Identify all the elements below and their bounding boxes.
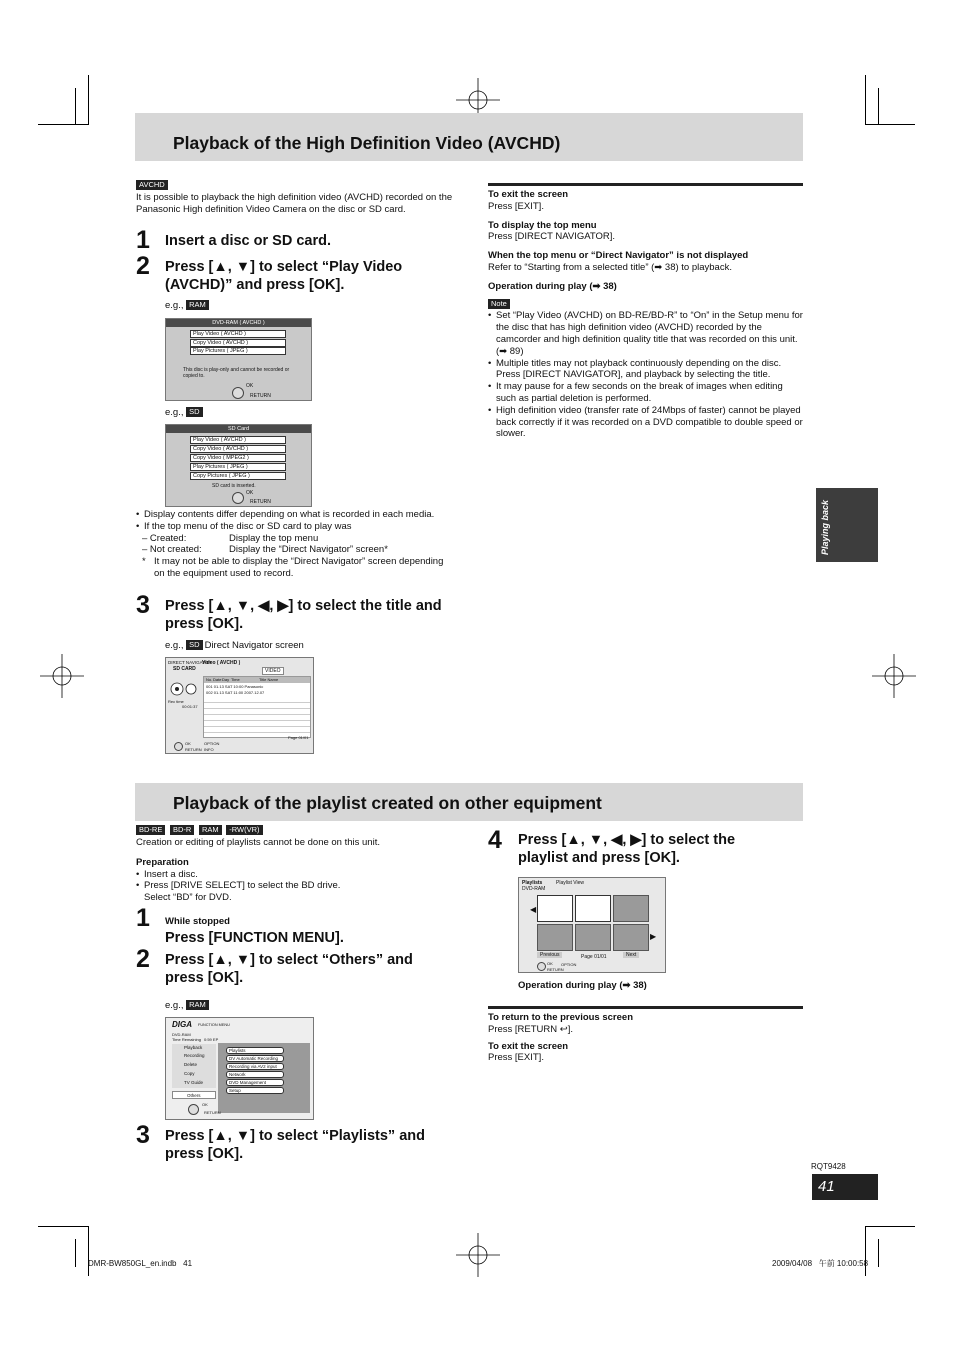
registration-mark	[872, 654, 916, 698]
fm-submenu	[218, 1043, 310, 1113]
dn-row[interactable]: 002 01.13 SAT 11:00 2007.12.07	[206, 690, 265, 695]
fm-others[interactable]: Others	[172, 1091, 216, 1099]
ok-label: OK	[547, 961, 553, 966]
return-label: RETURN	[250, 499, 271, 505]
playlist-view-screen	[518, 877, 666, 973]
menu-item[interactable]: Play Video ( AVCHD )	[190, 436, 286, 444]
dn-title-table	[203, 676, 311, 738]
dn-video-tab[interactable]: VIDEO	[262, 667, 284, 675]
fm-time-value: 0:59 EP	[204, 1037, 219, 1042]
file-name: DMR-BW850GL_en.indb 41	[88, 1259, 193, 1268]
dn-empty-rows	[204, 697, 310, 737]
fm-disc: DVD-RAM	[172, 1032, 191, 1037]
exit-heading: To exit the screen	[488, 1040, 569, 1052]
sd-badge: SD	[186, 640, 202, 650]
bullet: • Display contents differ depending on what is recorded in each media.	[136, 509, 456, 521]
menu-item[interactable]: Copy Video ( MPEG2 )	[190, 454, 286, 462]
menu-item[interactable]: Play Pictures ( JPEG )	[190, 347, 286, 355]
return-label: RETURN	[547, 967, 564, 972]
note-item: • Multiple titles may not playback continuously depending on the disc. Press [DIRECT NAVIGATOR], and playback by selecting the title.	[488, 358, 803, 382]
dn-page: Page 01/01	[288, 735, 309, 740]
dn-table-header: No. Date Day Time Title Name	[204, 677, 310, 683]
playlist-thumbnail[interactable]	[537, 924, 573, 951]
playlist-thumbnail[interactable]	[613, 895, 649, 922]
exit-heading: To exit the screen	[488, 189, 569, 200]
not-created-line: – Not created: Display the “Direct Navigator” screen*	[142, 544, 388, 556]
screen-message: This disc is play-only and cannot be recorded or copied to.	[183, 367, 290, 379]
step1-sub: While stopped	[165, 916, 230, 927]
section2-title: Playback of the playlist created on other equipment	[173, 793, 602, 813]
topmenu-text: Press [DIRECT NAVIGATOR].	[488, 231, 616, 243]
print-date: 2009/04/08 午前 10:00:58	[772, 1259, 869, 1268]
next-button[interactable]: Next	[623, 952, 639, 958]
registration-mark	[40, 654, 84, 698]
ok-label: OK	[246, 490, 254, 496]
menu-item[interactable]: Copy Pictures ( JPEG )	[190, 472, 286, 480]
side-tab-label: Playing back	[820, 499, 830, 555]
option-label: OPTION	[204, 741, 220, 746]
fm-item[interactable]: Delete	[184, 1062, 198, 1067]
step3-number: 3	[136, 591, 150, 619]
step1-text: Insert a disc or SD card.	[165, 233, 332, 249]
ram-badge: RAM	[199, 825, 222, 835]
note-item: • High definition video (transfer rate of 24Mbps of faster) cannot be played back correctly if it was recorded on a DVD compatible to double speed or slower.	[488, 405, 803, 440]
exit-text: Press [EXIT].	[488, 1052, 544, 1064]
section1-intro: It is possible to playback the high definition video (AVCHD) recorded on the Panasonic High definition Video Camera on the disc or SD card.	[136, 192, 453, 215]
screen-header: DVD-RAM ( AVCHD )	[166, 319, 311, 327]
playlist-thumbnail[interactable]	[575, 924, 611, 951]
ram-badge: RAM	[186, 1000, 209, 1010]
right-arrow-icon[interactable]: ▶	[650, 932, 657, 941]
operation-play-link[interactable]: Operation during play (➡ 38)	[488, 280, 617, 292]
left-arrow-icon[interactable]: ◀	[530, 905, 537, 914]
info-label: INFO	[204, 747, 214, 752]
ok-label: OK	[246, 383, 254, 389]
prep-item-sub: Select “BD” for DVD.	[144, 892, 232, 904]
step1-text: Press [FUNCTION MENU].	[165, 930, 344, 946]
screen-header: SD Card	[166, 425, 311, 433]
crop-mark	[75, 88, 76, 124]
ok-icon	[232, 492, 244, 504]
pl-disc: DVD-RAM	[522, 886, 546, 892]
crop-mark	[88, 75, 89, 125]
notshown-heading: When the top menu or “Direct Navigator” is not displayed	[488, 250, 749, 262]
submenu-item[interactable]: Recording via AV2 input	[226, 1063, 284, 1070]
submenu-item-playlists[interactable]: Playlists	[226, 1047, 284, 1054]
return-label: RETURN	[204, 1110, 221, 1115]
direct-navigator-screen	[165, 657, 314, 754]
crop-mark	[38, 124, 88, 125]
step3-text: Press [▲, ▼, ◀, ▶] to select the title and press [OK].	[165, 598, 442, 632]
step3-text: Press [▲, ▼] to select “Playlists” and press [OK].	[165, 1128, 425, 1162]
fm-item[interactable]: Recording	[184, 1053, 205, 1058]
fm-time-label: Time Remaining	[172, 1037, 201, 1042]
sd-menu-screen	[165, 424, 312, 507]
crop-mark	[38, 1226, 88, 1227]
pl-view: Playlist View	[556, 880, 584, 886]
bdre-badge: BD-RE	[136, 825, 165, 835]
step1-number: 1	[136, 904, 150, 932]
prep-item: • Insert a disc.	[136, 869, 456, 881]
rw-badge: -RW(VR)	[226, 825, 262, 835]
return-label: RETURN	[250, 393, 271, 399]
return-text: Press [RETURN ↩].	[488, 1023, 574, 1035]
note-item: • It may pause for a few seconds on the break of images when editing such as partial deletion is performed.	[488, 381, 803, 405]
eg-label: e.g., SD Direct Navigator screen	[165, 640, 304, 651]
crop-mark	[878, 1239, 879, 1267]
playlist-thumbnail[interactable]	[575, 895, 611, 922]
pl-page: Page 01/01	[581, 954, 607, 960]
note-item: • Set “Play Video (AVCHD) on BD-RE/BD-R” to “On” in the Setup menu for the disc that has high definition video (AVCHD) recorded by the camcorder and high definition quality title that was recorded on this unit. (➡ 89)	[488, 310, 803, 357]
registration-mark	[456, 1233, 500, 1277]
model-code: RQT9428	[811, 1162, 846, 1171]
step1-number: 1	[136, 226, 150, 254]
footnote: * It may not be able to display the “Direct Navigator” screen depending on the equipment used to record.	[142, 556, 444, 579]
dn-rec-time: 00:01:37	[182, 704, 198, 709]
pl-title: Playlists	[522, 880, 543, 886]
function-menu-screen	[165, 1017, 314, 1120]
submenu-item[interactable]: DV Automatic Recording	[226, 1055, 284, 1062]
submenu-item[interactable]: DVD Management	[226, 1079, 284, 1086]
diga-logo: DIGA	[172, 1020, 192, 1029]
crop-mark	[75, 1239, 76, 1267]
fm-item[interactable]: TV Guide	[184, 1080, 204, 1085]
eg-label: e.g., RAM	[165, 1000, 211, 1012]
ok-label: OK	[202, 1102, 208, 1107]
dn-row[interactable]: 001 01.13 SAT 10:00 Panasonic	[206, 684, 264, 689]
section2-header	[135, 783, 803, 821]
playlist-thumbnail[interactable]	[537, 895, 573, 922]
section2-intro: Creation or editing of playlists cannot be done on this unit.	[136, 837, 380, 848]
section1-header	[135, 113, 803, 161]
playlist-thumbnail[interactable]	[613, 924, 649, 951]
exit-text: Press [EXIT].	[488, 200, 544, 212]
sd-badge: SD	[186, 407, 202, 417]
step2-text: Press [▲, ▼] to select “Play Video (AVCHD)” and press [OK].	[165, 259, 403, 293]
rule	[488, 183, 803, 186]
step3-number: 3	[136, 1121, 150, 1149]
menu-item[interactable]: Copy Video ( AVCHD )	[190, 339, 286, 347]
step2-number: 2	[136, 945, 150, 973]
menu-item[interactable]: Copy Video ( AVCHD )	[190, 445, 286, 453]
ok-icon	[537, 962, 546, 971]
previous-button[interactable]: Previous	[537, 952, 562, 958]
topmenu-heading: To display the top menu	[488, 219, 597, 231]
menu-item[interactable]: Play Video ( AVCHD )	[190, 330, 286, 338]
submenu-item[interactable]: Network	[226, 1071, 284, 1078]
return-label: RETURN	[185, 747, 202, 752]
eg-label: e.g., SD	[165, 407, 205, 419]
ram-badge: RAM	[186, 300, 209, 310]
ok-label: OK	[185, 741, 191, 746]
avchd-badge: AVCHD	[136, 180, 168, 190]
dn-title-right: Video ( AVCHD )	[202, 660, 241, 666]
fm-left-menu	[172, 1044, 216, 1088]
dn-title: DIRECT NAVIGATOR	[168, 660, 212, 665]
ok-icon	[174, 742, 183, 751]
fm-item[interactable]: Copy	[184, 1071, 195, 1076]
eg-label: e.g., RAM	[165, 300, 211, 312]
crop-mark	[865, 75, 866, 125]
note-badge: Note	[488, 299, 510, 309]
fm-item[interactable]: Playback	[184, 1045, 203, 1050]
crop-mark	[865, 1226, 915, 1227]
crop-mark	[878, 88, 879, 124]
media-badges	[136, 825, 265, 837]
bdr-badge: BD-R	[170, 825, 194, 835]
ram-menu-screen	[165, 318, 312, 401]
option-label: OPTION	[561, 962, 577, 967]
operation-play-link[interactable]: Operation during play (➡ 38)	[518, 980, 647, 991]
step4-text: Press [▲, ▼, ◀, ▶] to select the playlist and press [OK].	[518, 832, 736, 866]
submenu-item[interactable]: Setup	[226, 1087, 284, 1094]
ok-icon	[188, 1104, 199, 1115]
rule	[488, 1006, 803, 1009]
soccer-ball-icon	[169, 680, 199, 698]
bullet: • If the top menu of the disc or SD card to play was	[136, 521, 456, 533]
return-heading: To return to the previous screen	[488, 1012, 633, 1023]
prep-item: • Press [DRIVE SELECT] to select the BD drive.	[136, 880, 456, 892]
screen-message: SD card is inserted.	[212, 483, 256, 489]
page-number: 41	[818, 1178, 835, 1195]
step2-number: 2	[136, 252, 150, 280]
step2-text: Press [▲, ▼] to select “Others” and press [OK].	[165, 952, 413, 986]
dn-source: SD CARD	[173, 666, 196, 672]
ok-icon	[232, 387, 244, 399]
fm-label: FUNCTION MENU	[198, 1023, 230, 1027]
preparation-heading: Preparation	[136, 856, 189, 868]
notshown-text: Refer to “Starting from a selected title” (➡ 38) to playback.	[488, 261, 732, 273]
section1-title: Playback of the High Definition Video (AVCHD)	[173, 133, 561, 153]
dn-rec-time-label: Rec time	[168, 699, 184, 704]
menu-item[interactable]: Play Pictures ( JPEG )	[190, 463, 286, 471]
crop-mark	[865, 124, 915, 125]
step4-number: 4	[488, 826, 502, 854]
created-line: – Created: Display the top menu	[142, 532, 319, 544]
